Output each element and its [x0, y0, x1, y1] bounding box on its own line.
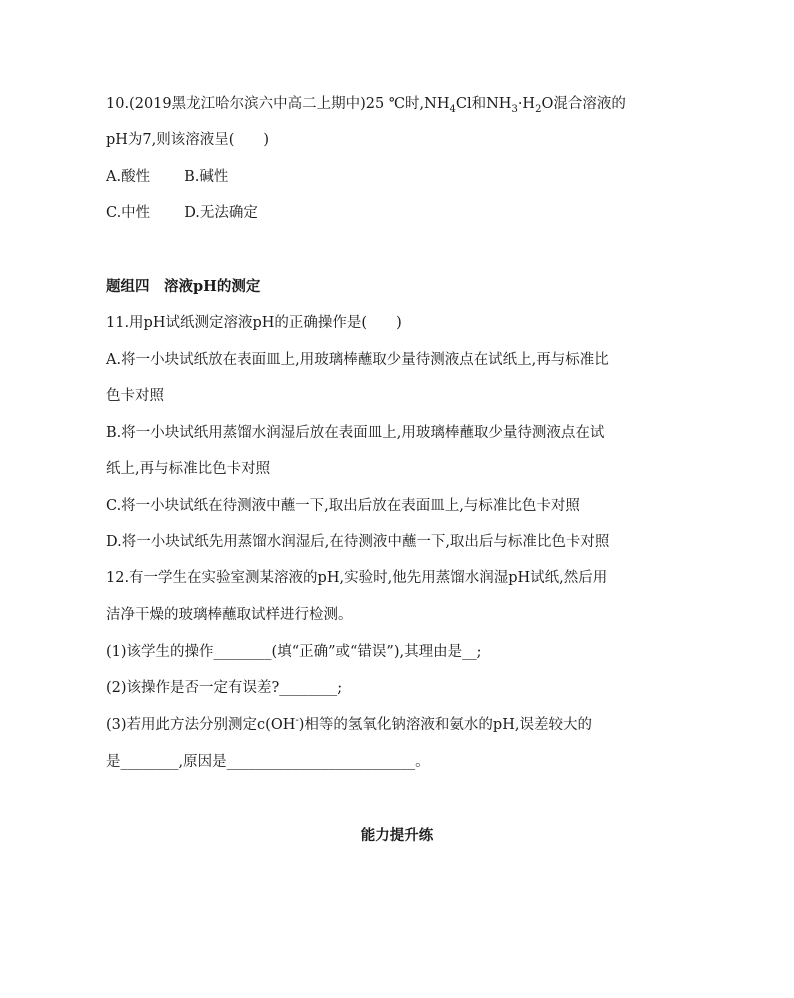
q10-options-cd: [106, 203, 696, 223]
q12-part1: (1)该学生的操作________(填“正确”或“错误”),其理由是__;: [106, 644, 482, 660]
q10-sub-4: 4: [449, 103, 456, 115]
q12-stem-line1: 12.有一学生在实验室测某溶液的pH,实验时,他先用蒸馏水润湿pH试纸,然后用: [106, 570, 608, 586]
q10-stem-line2: pH为7,则该溶液呈( ): [106, 132, 270, 148]
q10-stem-text-c: ·H: [517, 96, 536, 112]
q12-part3-text-a: (3)若用此方法分别测定c(OH: [106, 717, 296, 733]
q10-option-b: B.碱性: [184, 169, 229, 185]
q10-stem-line1: [106, 94, 696, 114]
q11-option-a-line1: A.将一小块试纸放在表面皿上,用玻璃棒蘸取少量待测液点在试纸上,再与标准比: [106, 352, 609, 368]
q10-stem-text-b: Cl和NH: [455, 96, 512, 112]
q10-sub-3: 3: [511, 103, 518, 115]
q10-option-a: A.酸性: [106, 169, 151, 185]
q10-stem-text-a: 10.(2019黑龙江哈尔滨六中高二上期中)25 ℃时,NH: [106, 96, 450, 112]
q10-option-c: C.中性: [106, 205, 151, 221]
q10-sub-2: 2: [535, 103, 542, 115]
q10-options-ab: [106, 167, 696, 187]
q11-option-b-line1: B.将一小块试纸用蒸馏水润湿后放在表面皿上,用玻璃棒蘸取少量待测液点在试: [106, 425, 605, 441]
q10-stem-text-d: O混合溶液的: [541, 96, 626, 112]
q11-option-c: C.将一小块试纸在待测液中蘸一下,取出后放在表面皿上,与标准比色卡对照: [106, 498, 580, 514]
q12-part2: (2)该操作是否一定有误差?________;: [106, 680, 343, 696]
q11-option-b-line2: 纸上,再与标准比色卡对照: [106, 461, 271, 477]
q11-stem: 11.用pH试纸测定溶液pH的正确操作是( ): [106, 315, 402, 331]
group-heading: 题组四 溶液pH的测定: [106, 278, 261, 295]
q11-option-d: D.将一小块试纸先用蒸馏水润湿后,在待测液中蘸一下,取出后与标准比色卡对照: [106, 534, 610, 550]
q11-option-a-line2: 色卡对照: [106, 388, 164, 404]
q12-part3-line1: [106, 715, 696, 735]
q12-stem-line2: 洁净干燥的玻璃棒蘸取试样进行检测。: [106, 607, 353, 623]
q12-part3-line2: 是________,原因是__________________________。: [106, 754, 430, 770]
section-title: 能力提升练: [360, 827, 434, 844]
q10-option-d: D.无法确定: [184, 205, 258, 221]
q12-part3-text-b: )相等的氢氧化钠溶液和氨水的pH,误差较大的: [298, 717, 592, 733]
q12-part3-sup-minus: -: [295, 715, 299, 727]
